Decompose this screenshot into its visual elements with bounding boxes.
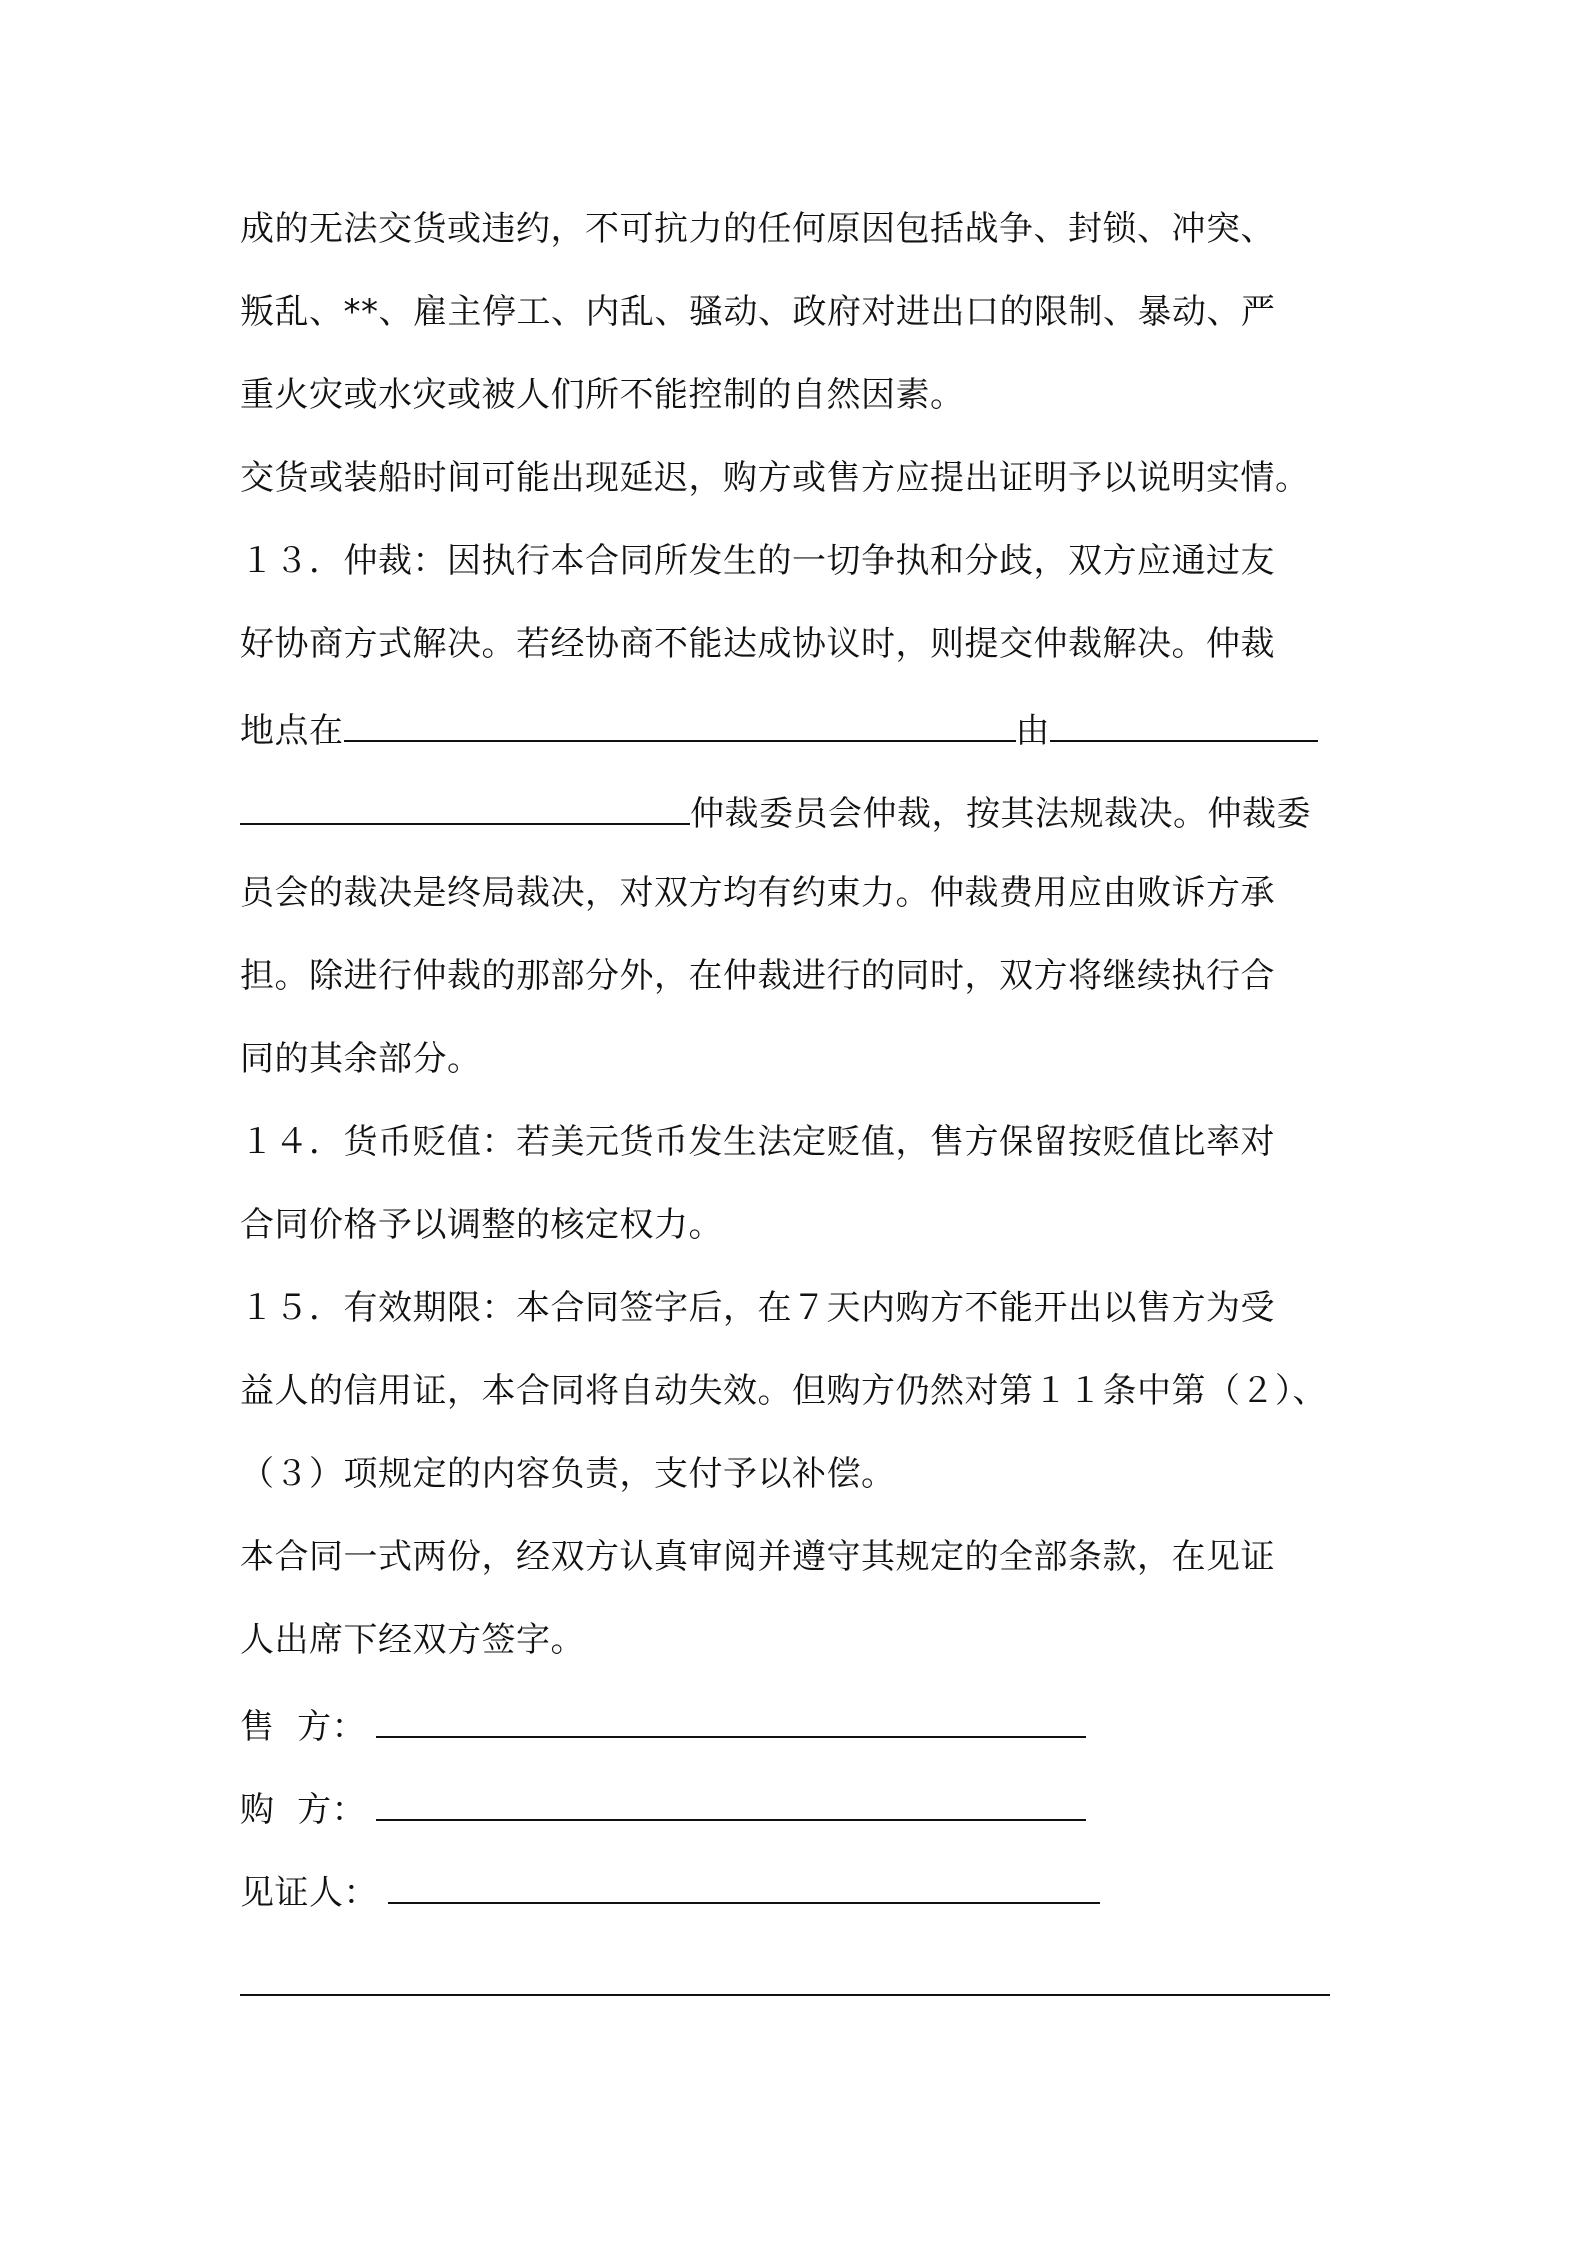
clause-13-line-7: 同的其余部分。 (240, 1039, 482, 1079)
bottom-rule (240, 1994, 1330, 1996)
arbitration-committee-text: 仲裁委员会仲裁，按其法规裁决。仲裁委 (690, 794, 1311, 834)
text-line-3: 重火灾或水灾或被人们所不能控制的自然因素。 (240, 375, 965, 415)
text-line-1: 成的无法交货或违约，不可抗力的任何原因包括战争、封锁、冲突、 (240, 209, 1275, 249)
text-line-2: 叛乱、**、雇主停工、内乱、骚动、政府对进出口的限制、暴动、严 (240, 292, 1276, 332)
clause-14-line-1: １４．货币贬值：若美元货币发生法定贬值，售方保留按贬值比率对 (240, 1122, 1275, 1162)
seller-signature-line (240, 1702, 1086, 1748)
buyer-label: 购 方： (240, 1790, 367, 1830)
witness-label: 见证人： (240, 1873, 378, 1913)
arbitration-body-blank[interactable] (1050, 706, 1318, 742)
clause-15-line-1: １５．有效期限：本合同签字后，在７天内购方不能开出以售方为受 (240, 1288, 1275, 1328)
arbitration-place-line (240, 706, 1318, 752)
witness-signature-line (240, 1868, 1100, 1914)
clause-15-line-3: （３）项规定的内容负责，支付予以补偿。 (240, 1454, 896, 1494)
clause-13-line-2: 好协商方式解决。若经协商不能达成协议时，则提交仲裁解决。仲裁 (240, 624, 1275, 664)
arbitration-committee-line (240, 789, 1311, 835)
seller-signature-blank[interactable] (376, 1702, 1086, 1738)
seller-label: 售 方： (240, 1707, 367, 1747)
clause-15-line-2: 益人的信用证，本合同将自动失效。但购方仍然对第１１条中第（２）、 (240, 1371, 1327, 1411)
arbitration-place-label: 地点在 (240, 711, 344, 751)
clause-14-line-2: 合同价格予以调整的核定权力。 (240, 1205, 723, 1245)
buyer-signature-blank[interactable] (376, 1785, 1086, 1821)
clause-13-line-5: 员会的裁决是终局裁决，对双方均有约束力。仲裁费用应由败诉方承 (240, 873, 1275, 913)
closing-line-2: 人出席下经双方签字。 (240, 1620, 585, 1660)
arbitration-place-blank[interactable] (344, 706, 1016, 742)
closing-line-1: 本合同一式两份，经双方认真审阅并遵守其规定的全部条款，在见证 (240, 1537, 1275, 1577)
buyer-signature-line (240, 1785, 1086, 1831)
text-line-4: 交货或装船时间可能出现延迟，购方或售方应提出证明予以说明实情。 (240, 458, 1310, 498)
arbitration-by-label: 由 (1015, 711, 1050, 751)
clause-13-line-6: 担。除进行仲裁的那部分外，在仲裁进行的同时，双方将继续执行合 (240, 956, 1275, 996)
witness-signature-blank[interactable] (388, 1868, 1100, 1904)
arbitration-committee-blank[interactable] (240, 789, 690, 825)
clause-13-line-1: １３．仲裁：因执行本合同所发生的一切争执和分歧，双方应通过友 (240, 541, 1275, 581)
